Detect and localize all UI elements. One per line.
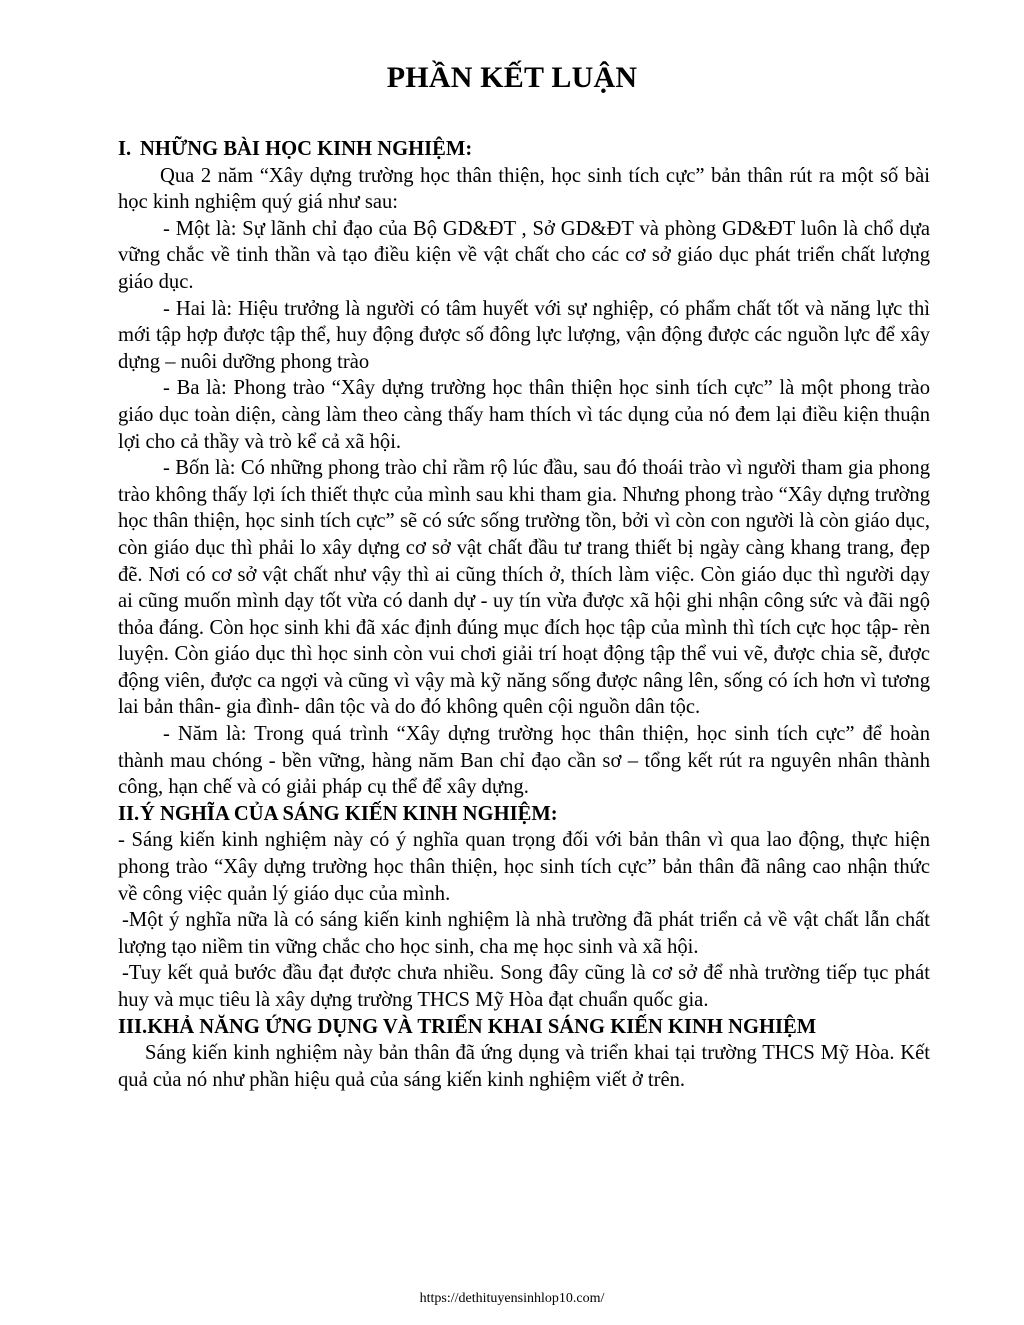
section-number-3: III. [118, 1015, 148, 1038]
significance-item-1: - Sáng kiến kinh nghiệm này có ý nghĩa quan trọng đối với bản thân vì qua lao động, thực hiện phong trào “Xây dựng trường học thân thiện, học sinh tích cực” bản thân đã nâng cao nhận thức về công việc quản lý giáo dục của mình. [118, 829, 930, 905]
section-number-2: II. [118, 802, 140, 825]
section-heading-3 [118, 1014, 930, 1041]
section-title-2: Ý NGHĨA CỦA SÁNG KIẾN KINH NGHIỆM: [140, 802, 558, 825]
lesson-item-3: - Ba là: Phong trào “Xây dựng trường học thân thiện học sinh tích cực” là một phong trào giáo dục toàn diện, càng làm theo càng thấy ham thích vì tác dụng của nó đem lại điều kiện thuận lợi cho cả thầy và trò kể cả xã hội. [118, 377, 930, 453]
lesson-item-2: - Hai là: Hiệu trưởng là người có tâm huyết với sự nghiệp, có phẩm chất tốt và năng lực thì mới tập hợp được tập thể, huy động được số đông lực lượng, vận động được các nguồn lực để xây dựng – nuôi dưỡng phong trào [118, 297, 930, 373]
section-title-1: NHỮNG BÀI HỌC KINH NGHIỆM: [140, 138, 473, 160]
section-1-intro: Qua 2 năm “Xây dựng trường học thân thiện, học sinh tích cực” bản thân rút ra một số bài học kinh nghiệm quý giá như sau: [118, 164, 930, 214]
section-number-1: I. [118, 138, 132, 160]
section-title-3: KHẢ NĂNG ỨNG DỤNG VÀ TRIỂN KHAI SÁNG KIẾN KINH NGHIỆM [147, 1015, 817, 1038]
page-title: PHẦN KẾT LUẬN [386, 61, 638, 94]
significance-item-2: -Một ý nghĩa nữa là có sáng kiến kinh nghiệm là nhà trường đã phát triển cả về vật chất lẫn chất lượng tạo niềm tin vững chắc cho học sinh, cha mẹ học sinh và xã hội. [118, 909, 930, 958]
section-heading-1 [118, 136, 930, 163]
lesson-item-4: - Bốn là: Có những phong trào chỉ rầm rộ lúc đầu, sau đó thoái trào vì người tham gia phong trào không thấy lợi ích thiết thực của mình sau khi tham gia. Nhưng phong trào “Xây dựng trường học thân thiện, học sinh tích cực” sẽ có sức sống trường tồn, bởi vì còn con người là còn giáo dục, còn giáo dục thì phải lo xây dựng cơ sở vật chất đầu tư trang thiết bị ngày càng khang trang, đẹp đẽ. Nơi có cơ sở vật chất như vậy thì ai cũng thích ở, thích làm việc. Còn giáo dục thì người dạy ai cũng muốn mình dạy tốt vừa có danh dự - uy tín vừa được xã hội ghi nhận công sức và đãi ngộ thỏa đáng. Còn học sinh khi đã xác định đúng mục đích học tập của mình thì tích cực học tập- rèn luyện. Còn giáo dục thì học sinh còn vui chơi giải trí hoạt động tập thể vui vẽ, được chia sẽ, được động viên, được ca ngợi và cũng vì vậy mà kỹ năng sống được nâng lên, sống có ích hơn vì tương lai bản thân- gia đình- dân tộc và do đó không quên cội nguồn dân tộc. [118, 457, 930, 719]
lesson-item-5: - Năm là: Trong quá trình “Xây dựng trường học thân thiện, học sinh tích cực” để hoàn thành mau chóng - bền vững, hàng năm Ban chỉ đạo cần sơ – tổng kết rút ra nguyên nhân thành công, hạn chế và có giải pháp cụ thể để xây dựng. [118, 723, 930, 799]
significance-item-3: -Tuy kết quả bước đầu đạt được chưa nhiều. Song đây cũng là cơ sở để nhà trường tiếp tục phát huy và mục tiêu là xây dựng trường THCS Mỹ Hòa đạt chuẩn quốc gia. [118, 962, 930, 1011]
section-heading-2 [118, 801, 930, 828]
document-body [118, 136, 930, 1093]
footer-url[interactable]: https://dethituyensinhlop10.com/ [419, 1291, 605, 1306]
lesson-item-1: - Một là: Sự lãnh chỉ đạo của Bộ GD&ĐT , Sở GD&ĐT và phòng GD&ĐT luôn là chổ dựa vững chắc về tinh thần và tạo điều kiện về vật chất cho các cơ sở giáo dục phát triển chất lượng giáo dục. [118, 217, 930, 293]
application-paragraph: Sáng kiến kinh nghiệm này bản thân đã ứng dụng và triển khai tại trường THCS Mỹ Hòa. Kết quả của nó như phần hiệu quả của sáng kiến kinh nghiệm viết ở trên. [118, 1042, 930, 1091]
